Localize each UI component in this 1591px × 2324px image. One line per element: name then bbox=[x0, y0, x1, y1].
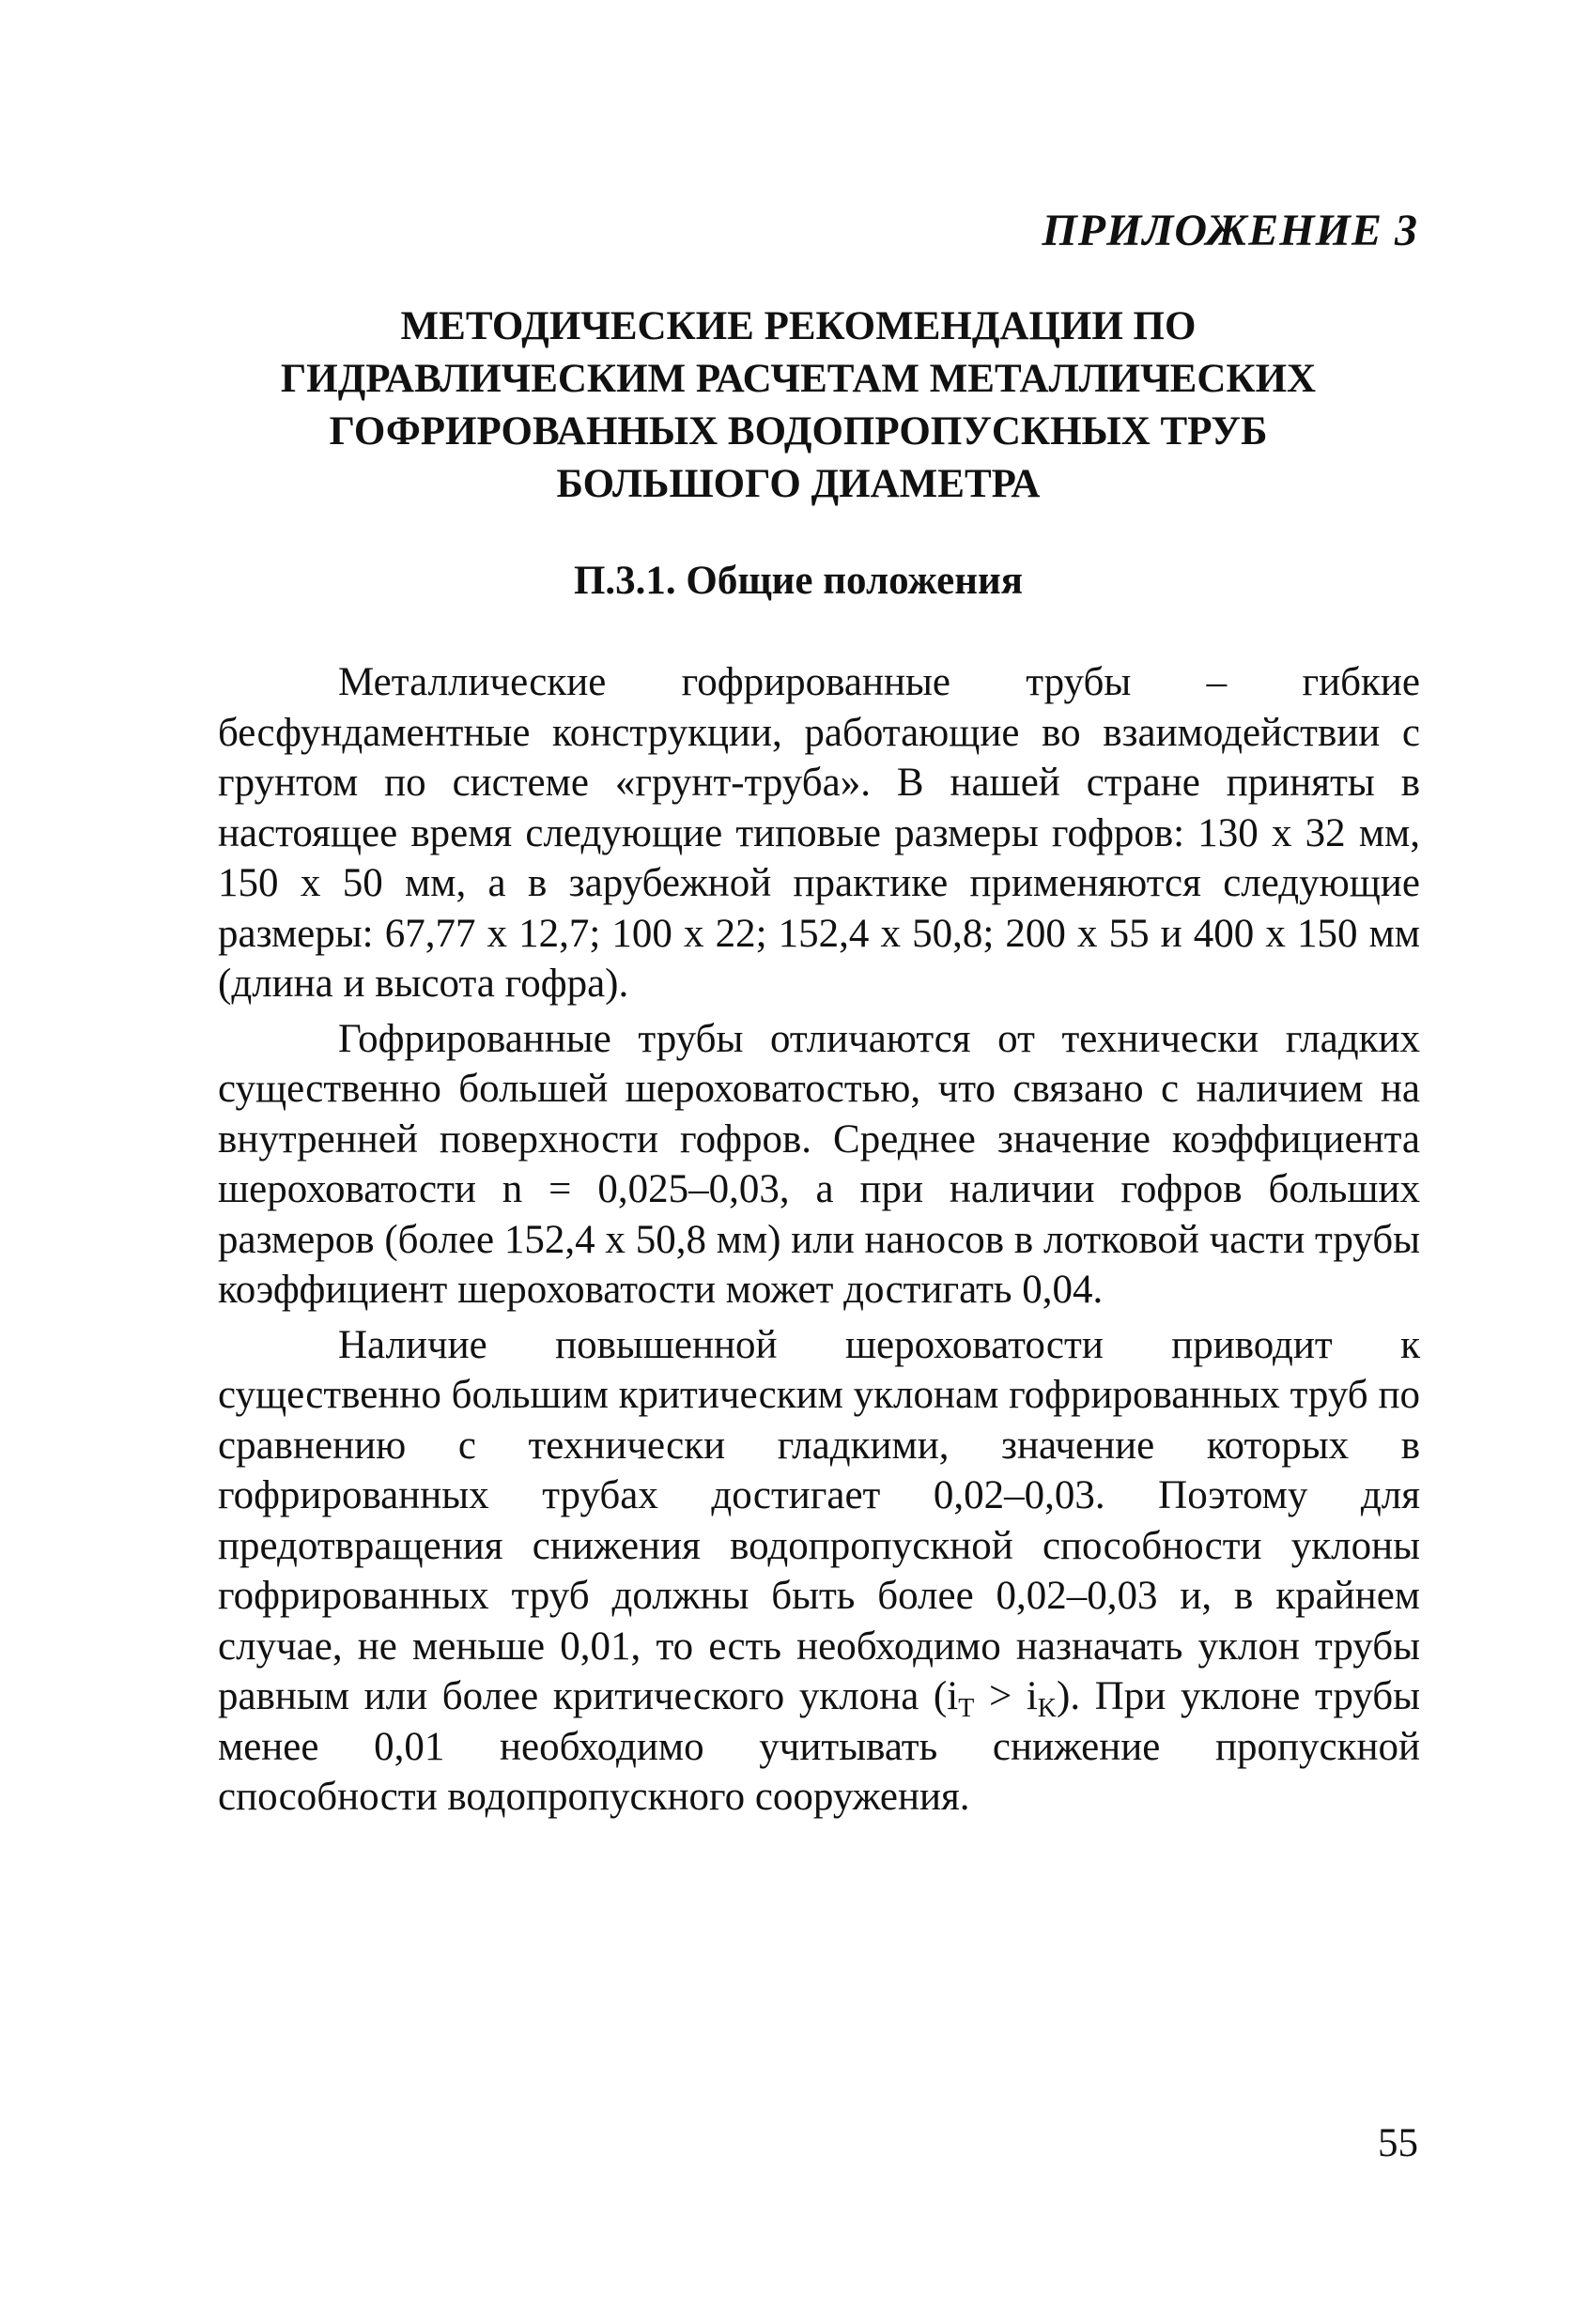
paragraph-3-text: > i bbox=[974, 1674, 1038, 1718]
title-line: БОЛЬШОГО ДИАМЕТРА bbox=[556, 462, 1041, 506]
appendix-label: ПРИЛОЖЕНИЕ 3 bbox=[1042, 206, 1418, 255]
body-text bbox=[218, 657, 1420, 1823]
title-line: ГОФРИРОВАННЫХ ВОДОПРОПУСКНЫХ ТРУБ bbox=[329, 409, 1268, 454]
page-number: 55 bbox=[1378, 2121, 1418, 2165]
title-line: ГИДРАВЛИЧЕСКИМ РАСЧЕТАМ МЕТАЛЛИЧЕСКИХ bbox=[280, 357, 1317, 401]
document-title bbox=[225, 300, 1371, 511]
paragraph-2: Гофрированные трубы отличаются от технически гладких существенно большей шероховатостью, что связано с наличием на внутренней поверхности гофров. Среднее значение коэффициента шероховатости n = 0,025–0,03, а при наличии гофров больших размеров (более 152,4 х 50,8 мм) или наносов в лотковой части трубы коэффициент шероховатости может достигать 0,04. bbox=[218, 1016, 1420, 1312]
subscript-t: T bbox=[958, 1694, 975, 1723]
title-line: МЕТОДИЧЕСКИЕ РЕКОМЕНДАЦИИ ПО bbox=[400, 304, 1197, 348]
paragraph-3-text: Наличие повышенной шероховатости приводит к существенно большим критическим уклонам гофрированных труб по сравнению с технически гладкими, значение которых в гофрированных трубах достигает 0,02–0,03. Поэтому для предотвращения снижения водопропускной способности уклоны гофрированных труб должны быть более 0,02–0,03 и, в крайнем случае, не меньше 0,01, то есть необходимо назначать уклон трубы равным или более критического уклона (i bbox=[218, 1322, 1420, 1718]
paragraph-3-text: ). При уклоне трубы менее 0,01 необходимо учитывать снижение пропускной способности водопропускного сооружения. bbox=[218, 1674, 1420, 1819]
paragraph-3 bbox=[218, 1320, 1420, 1823]
subscript-k: K bbox=[1037, 1694, 1058, 1723]
section-heading: П.3.1. Общие положения bbox=[573, 559, 1024, 603]
paragraph-1: Металлические гофрированные трубы – гибкие бесфундаментные конструкции, работающие во взаимодействии с грунтом по системе «грунт-труба». В нашей стране приняты в настоящее время следующие типовые размеры гофров: 130 х 32 мм, 150 х 50 мм, а в зарубежной практике применяются следующие размеры: 67,77 х 12,7; 100 х 22; 152,4 х 50,8; 200 х 55 и 400 х 150 мм (длина и высота гофра). bbox=[218, 660, 1420, 1006]
